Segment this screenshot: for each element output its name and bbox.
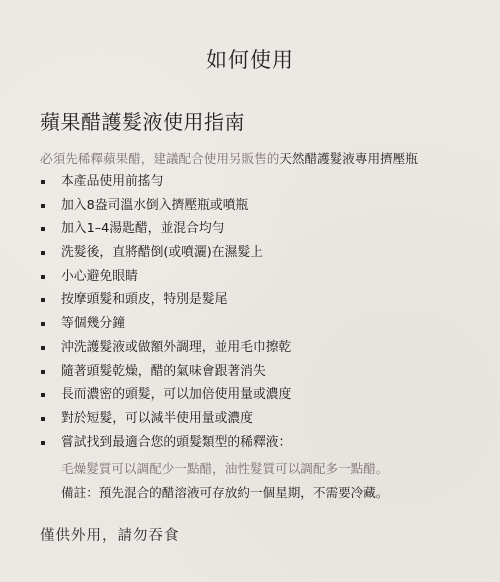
list-item	[40, 265, 480, 289]
storage-note: 備註：預先混合的醋溶液可存放約一個星期，不需要冷藏。	[61, 485, 389, 500]
bullet-icon	[41, 417, 45, 421]
list-item	[40, 217, 480, 241]
list-item	[40, 288, 480, 312]
step-text: 隨著頭髮乾燥，醋的氣味會跟著消失	[61, 363, 266, 379]
list-item	[40, 407, 480, 431]
bullet-icon	[41, 346, 45, 350]
intro-strong: 天然醋護髮液專用擠壓瓶	[279, 151, 418, 166]
intro-text	[40, 148, 490, 167]
intro-muted: 必須先稀釋蘋果醋，建議配合使用另販售的	[40, 151, 280, 166]
step-text: 等個幾分鐘	[61, 316, 125, 332]
step-text: 小心避免眼睛	[61, 268, 138, 284]
bullet-icon	[41, 370, 45, 374]
bullet-icon	[41, 441, 45, 445]
bullet-icon	[41, 251, 45, 255]
step-text: 長而濃密的頭髮，可以加倍使用量或濃度	[61, 387, 292, 403]
step-text: 洗髮後，直將醋倒(或噴灑)在濕髮上	[61, 245, 263, 261]
step-text: 按摩頭髮和頭皮，特別是髮尾	[61, 292, 228, 308]
page-title: 如何使用	[206, 48, 294, 72]
bullet-icon	[41, 298, 45, 302]
list-item	[40, 360, 480, 384]
list-item	[40, 241, 480, 265]
list-item	[40, 312, 480, 336]
step-text: 本產品使用前搖勻	[61, 174, 164, 189]
list-item	[40, 194, 480, 218]
list-item	[40, 336, 480, 360]
bullet-icon	[41, 275, 45, 279]
step-text: 沖洗護髮液或做額外調理，並用毛巾擦乾	[61, 339, 292, 355]
warning-text: 僅供外用，請勿吞食	[40, 528, 180, 544]
bullet-icon	[41, 180, 45, 184]
bullet-icon	[41, 227, 45, 231]
list-item	[40, 383, 480, 407]
step-text: 對於短髮，可以減半使用量或濃度	[61, 410, 253, 426]
dilution-tip: 毛燥髮質可以調配少一點醋，油性髮質可以調配多一點醋。	[61, 461, 389, 476]
bullet-icon	[41, 204, 45, 208]
list-item	[40, 170, 480, 194]
step-text: 加入8盎司溫水倒入擠壓瓶或噴瓶	[61, 197, 249, 213]
section-title: 蘋果醋護髮液使用指南	[40, 110, 245, 134]
list-item	[40, 431, 480, 455]
step-text: 加入1–4湯匙醋，並混合均勻	[61, 221, 225, 237]
steps-list	[40, 170, 480, 454]
bullet-icon	[41, 393, 45, 397]
step-text: 嘗試找到最適合您的頭髮類型的稀釋液：	[61, 434, 292, 450]
bullet-icon	[41, 322, 45, 326]
